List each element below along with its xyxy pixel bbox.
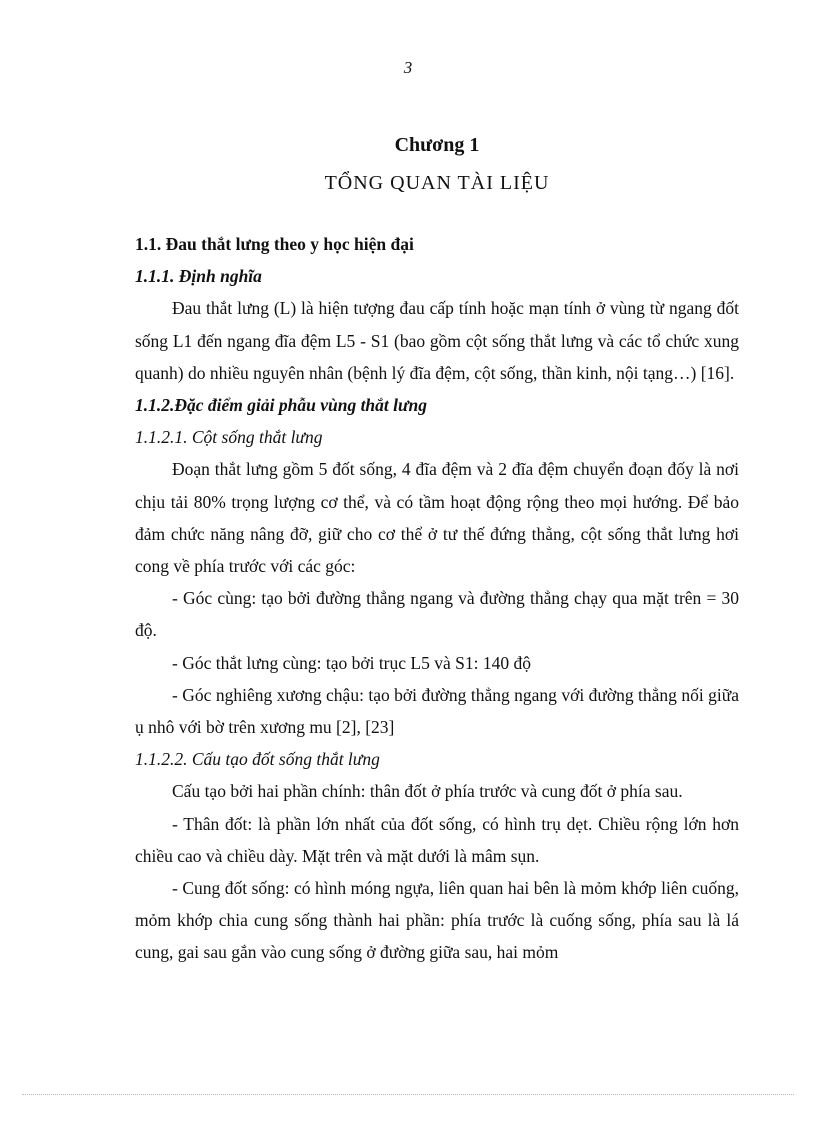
section-heading-1-1-1: 1.1.1. Định nghĩa — [135, 266, 262, 287]
page-bottom-divider — [22, 1094, 794, 1095]
section-heading-1-1-2-1: 1.1.2.1. Cột sống thắt lưng — [135, 427, 323, 448]
page-number: 3 — [403, 58, 413, 77]
chapter-heading: Chương 1 — [394, 134, 480, 156]
section-heading-1-1-2-2: 1.1.2.2. Cấu tạo đốt sống thắt lưng — [135, 749, 380, 770]
document-body — [135, 228, 739, 969]
section-heading-1-1: 1.1. Đau thắt lưng theo y học hiện đại — [135, 234, 414, 254]
bullet-item-3: - Góc nghiêng xương chậu: tạo bởi đường thẳng ngang với đường thẳng nối giữa ụ nhô với bờ trên xương mu [2], [23] — [135, 684, 739, 738]
paragraph-structure: Cấu tạo bởi hai phần chính: thân đốt ở phía trước và cung đốt ở phía sau. — [172, 781, 683, 802]
bullet-item-2: - Góc thắt lưng cùng: tạo bởi trục L5 và S1: 140 độ — [172, 652, 531, 673]
paragraph-spine: Đoạn thắt lưng gồm 5 đốt sống, 4 đĩa đệm và 2 đĩa đệm chuyển đoạn đốy là nơi chịu tải 80% trọng lượng cơ thể, và có tầm hoạt động rộng theo mọi hướng. Để bảo đảm chức năng nâng đỡ, giữ cho cơ thể ở tư thế đứng thẳng, cột sống thắt lưng hơi cong về phía trước với các góc: — [135, 459, 739, 577]
chapter-title: TỔNG QUAN TÀI LIỆU — [324, 172, 550, 194]
section-heading-1-1-2: 1.1.2.Đặc điểm giải phẫu vùng thắt lưng — [135, 395, 427, 416]
paragraph-definition: Đau thắt lưng (L) là hiện tượng đau cấp tính hoặc mạn tính ở vùng từ ngang đốt sống L1 đến ngang đĩa đệm L5 - S1 (bao gồm cột sống thắt lưng và các tổ chức xung quanh) do nhiều nguyên nhân (bệnh lý đĩa đệm, cột sống, thần kinh, nội tạng…) [16]. — [135, 298, 739, 383]
bullet-item-1: - Góc cùng: tạo bởi đường thẳng ngang và đường thẳng chạy qua mặt trên = 30 độ. — [135, 588, 739, 641]
bullet-item-4: - Thân đốt: là phần lớn nhất của đốt sống, có hình trụ dẹt. Chiều rộng lớn hơn chiều cao và chiều dày. Mặt trên và mặt dưới là mâm sụn. — [135, 813, 739, 866]
bullet-item-5: - Cung đốt sống: có hình móng ngựa, liên quan hai bên là mỏm khớp liên cuống, mỏm khớp chia cung sống thành hai phần: phía trước là cuống sống, phía sau là lá cung, gai sau gắn vào cung sống ở đường giữa sau, hai mỏm — [135, 878, 739, 963]
